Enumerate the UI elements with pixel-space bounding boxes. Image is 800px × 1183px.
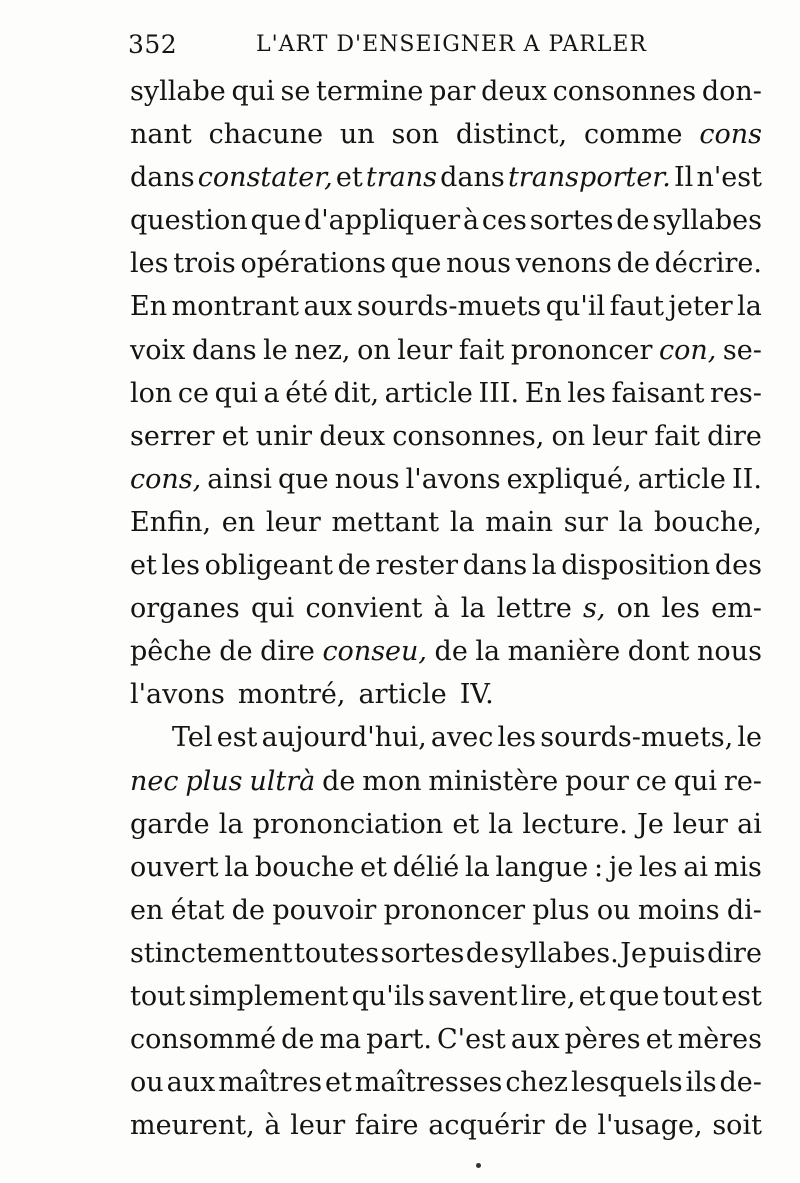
word: et (325, 1067, 352, 1099)
word: III. (478, 377, 520, 409)
word: maîtres (218, 1067, 323, 1099)
word: leur (397, 334, 453, 366)
word: aux (510, 1024, 560, 1056)
text-line (130, 199, 762, 242)
word: bouche (254, 851, 355, 883)
word: dans (462, 550, 528, 582)
word: ai (737, 808, 762, 840)
word: nous (446, 248, 511, 280)
word: la (475, 636, 501, 668)
word: Je (637, 808, 664, 840)
word: les (661, 593, 700, 625)
word: nous (334, 463, 400, 495)
word: lire, (520, 980, 576, 1012)
word: ces (481, 205, 527, 237)
word: sur (563, 506, 608, 538)
word: mon (362, 765, 422, 797)
word: moins (637, 894, 720, 926)
word: à (433, 593, 450, 625)
word: de (219, 636, 253, 668)
word: est (721, 980, 762, 1012)
word: et (335, 162, 363, 194)
word: termine (316, 76, 424, 107)
word: faut (609, 291, 664, 323)
word: état (170, 894, 225, 926)
word: article (637, 463, 726, 495)
text-line (130, 156, 762, 199)
word: je (608, 851, 634, 883)
word: mettant (331, 506, 440, 538)
word: stinctement (130, 937, 293, 969)
word: obligeant (204, 550, 333, 582)
word: les (497, 722, 537, 754)
word: article (358, 679, 447, 711)
word: de (322, 765, 356, 797)
word: syllabe (130, 76, 226, 107)
word: le (737, 722, 762, 754)
word: leur (592, 420, 648, 452)
body-text (130, 70, 762, 1147)
word: dans (440, 162, 505, 194)
word: voix (130, 334, 186, 366)
word: qui (214, 377, 258, 409)
word: venons (515, 248, 612, 280)
word: pêche (130, 636, 212, 668)
word: les (130, 248, 169, 280)
word: chez (505, 1067, 569, 1099)
text-line (130, 415, 762, 458)
word: et (360, 851, 387, 883)
word: opérations (240, 248, 386, 280)
text-line (130, 975, 762, 1018)
page-number: 352 (128, 30, 178, 59)
word: la (449, 506, 475, 538)
word: comme (583, 119, 683, 151)
word: prononcer (510, 334, 653, 366)
word: faire (354, 1110, 419, 1142)
text-line (130, 372, 762, 415)
word: le (263, 334, 288, 366)
word: ou (596, 894, 631, 926)
word: montrant (171, 291, 299, 323)
italic-word: conseu, (322, 636, 428, 668)
word: maîtresses (354, 1067, 503, 1099)
word: dont (627, 636, 690, 668)
word: la (464, 851, 490, 883)
text-line (130, 760, 762, 803)
text-line (130, 1061, 762, 1104)
text-line (130, 716, 762, 759)
word: sortes (529, 205, 614, 237)
text-line (130, 587, 762, 630)
word: ce (635, 765, 667, 797)
word: ce (177, 377, 209, 409)
word: ou (130, 1067, 164, 1099)
word: se- (722, 334, 762, 366)
italic-word: ultrà (249, 765, 316, 797)
word: avec (430, 722, 494, 754)
word: de (281, 1024, 315, 1056)
word: garde (130, 808, 210, 840)
text-line (130, 242, 762, 285)
word: et (130, 550, 157, 582)
running-head: L'ART D'ENSEIGNER A PARLER (256, 32, 647, 57)
word: de (434, 636, 468, 668)
text-line (130, 285, 762, 328)
text-line (130, 544, 762, 587)
word: pour (565, 765, 629, 797)
word: les (161, 550, 200, 582)
word: ai (683, 851, 709, 883)
italic-word: s, (583, 593, 606, 625)
word: soit (712, 1110, 762, 1142)
word: II. (731, 463, 762, 495)
text-line (130, 501, 762, 544)
word: dans (130, 162, 195, 194)
word: leur (673, 808, 728, 840)
word: rester (375, 550, 458, 582)
word: l'avons (405, 463, 501, 495)
word: la (488, 808, 514, 840)
word: Tel (172, 722, 213, 754)
text-line (130, 630, 762, 673)
word: que (608, 980, 660, 1012)
word: simplement (188, 980, 349, 1012)
word: jeter (668, 291, 733, 323)
word: fait (458, 334, 505, 366)
word: langue (495, 851, 589, 883)
word: et (645, 1024, 673, 1056)
text-line (130, 846, 762, 889)
word: des (714, 550, 762, 582)
word: lesquels (570, 1067, 683, 1099)
text-line (130, 113, 762, 156)
word: les (567, 377, 606, 409)
word: distinct, (455, 119, 568, 151)
word: unir (255, 420, 313, 452)
word: que (250, 205, 302, 237)
word: leur (290, 1110, 346, 1142)
text-line (130, 1104, 762, 1147)
word: don- (701, 76, 762, 107)
word: lecture. (522, 808, 628, 840)
word: qui (250, 593, 295, 625)
word: prononcer (383, 894, 526, 926)
word: fait (654, 420, 700, 452)
print-speck (476, 1163, 481, 1168)
word: lettre (496, 593, 572, 625)
word: part. (366, 1024, 432, 1056)
italic-word: constater, (197, 162, 333, 194)
word: on (357, 334, 391, 366)
word: dans (191, 334, 257, 366)
word: convient (305, 593, 423, 625)
word: en (221, 506, 256, 538)
word: organes (130, 593, 240, 625)
word: la (460, 593, 486, 625)
word: de (337, 550, 371, 582)
word: décrire. (654, 248, 762, 280)
word: chacune (208, 119, 324, 151)
word: délié (392, 851, 460, 883)
word: En (130, 291, 168, 323)
word: Enfin, (130, 506, 212, 538)
page-header (128, 30, 768, 66)
word: plus (532, 894, 590, 926)
word: serrer (130, 420, 215, 452)
word: consonnes, (392, 420, 545, 452)
word: savent (428, 980, 518, 1012)
word: acquérir (428, 1110, 545, 1142)
word: nez, (294, 334, 351, 366)
word: de (616, 248, 650, 280)
word: aujourd'hui, (261, 722, 427, 754)
word: nous (697, 636, 762, 668)
word: expliqué, (506, 463, 632, 495)
word: puis (648, 937, 706, 969)
word: pères (564, 1024, 641, 1056)
word: son (391, 119, 440, 151)
word: par (429, 76, 476, 107)
word: pouvoir (272, 894, 377, 926)
word: de (554, 1110, 588, 1142)
word: en (130, 894, 164, 926)
italic-word: plus (185, 765, 243, 797)
word: dit, (333, 377, 380, 409)
word: deux (319, 420, 386, 452)
word: bouche, (654, 506, 762, 538)
word: l'usage, (597, 1110, 703, 1142)
italic-word: trans (365, 162, 437, 194)
word: a (263, 377, 280, 409)
word: les (639, 851, 678, 883)
word: la (218, 808, 244, 840)
word: trois (173, 248, 236, 280)
word: di- (726, 894, 762, 926)
word: main (485, 506, 553, 538)
word: : (594, 851, 604, 883)
word: ainsi (207, 463, 272, 495)
word: qu'ils (351, 980, 425, 1012)
word: prononciation (252, 808, 444, 840)
word: dire (260, 636, 315, 668)
italic-word: cons (699, 119, 762, 151)
word: disposition (561, 550, 711, 582)
word: IV. (459, 679, 494, 711)
word: manière (507, 636, 621, 668)
word: et (578, 980, 606, 1012)
word: consonnes (552, 76, 697, 107)
word: de (231, 894, 266, 926)
word: dire (707, 937, 762, 969)
word: sourds-muets, (540, 722, 734, 754)
word: consommé (130, 1024, 277, 1056)
word: n'est (696, 162, 762, 194)
word: re- (723, 765, 762, 797)
word: l'avons (130, 679, 225, 711)
word: faisant (611, 377, 705, 409)
word: aux (166, 1067, 216, 1099)
word: un (339, 119, 375, 151)
word: lon (130, 377, 173, 409)
word: C'est (437, 1024, 506, 1056)
text-line (130, 673, 762, 716)
word: de (616, 205, 650, 237)
word: ma (319, 1024, 362, 1056)
word: que (277, 463, 329, 495)
text-line (130, 329, 762, 372)
word: qu'il (545, 291, 606, 323)
word: leur (265, 506, 321, 538)
word: la (737, 291, 762, 323)
word: à (462, 205, 480, 237)
text-line (130, 889, 762, 932)
word: qui (673, 765, 718, 797)
word: nant (130, 119, 192, 151)
word: et (221, 420, 249, 452)
word: deux (481, 76, 547, 107)
word: meurent, (130, 1110, 255, 1142)
word: En (524, 377, 562, 409)
italic-word: nec (130, 765, 179, 797)
word: de- (719, 1067, 762, 1099)
word: de (465, 937, 500, 969)
word: la (531, 550, 557, 582)
word: Il (674, 162, 694, 194)
word: syllabes. (500, 937, 619, 969)
word: et (452, 808, 480, 840)
italic-word: con, (658, 334, 717, 366)
italic-word: cons, (130, 463, 202, 495)
word: ministère (428, 765, 559, 797)
text-line (130, 70, 762, 113)
word: tout (130, 980, 186, 1012)
word: tout (662, 980, 718, 1012)
text-line (130, 1018, 762, 1061)
word: d'appliquer (303, 205, 461, 237)
word: est (216, 722, 258, 754)
word: syllabes (652, 205, 762, 237)
word: article (384, 377, 473, 409)
word: la (224, 851, 250, 883)
word: question (130, 205, 248, 237)
italic-word: transporter. (507, 162, 671, 194)
word: sourds-muets (356, 291, 542, 323)
word: Je (620, 937, 648, 969)
word: été (285, 377, 329, 409)
word: dire (707, 420, 762, 452)
word: ouvert (130, 851, 219, 883)
word: que (390, 248, 442, 280)
word: se (280, 76, 311, 107)
word: qui (231, 76, 275, 107)
word: em- (711, 593, 762, 625)
word: mères (677, 1024, 762, 1056)
text-line (130, 932, 762, 975)
text-line (130, 458, 762, 501)
word: aux (303, 291, 353, 323)
word: on (551, 420, 586, 452)
text-line (130, 803, 762, 846)
word: ils (685, 1067, 717, 1099)
word: res- (710, 377, 762, 409)
word: mis (713, 851, 762, 883)
word: toutes (293, 937, 380, 969)
word: à (264, 1110, 281, 1142)
word: on (616, 593, 651, 625)
word: sortes (380, 937, 465, 969)
word: la (618, 506, 644, 538)
word: montré, (237, 679, 346, 711)
